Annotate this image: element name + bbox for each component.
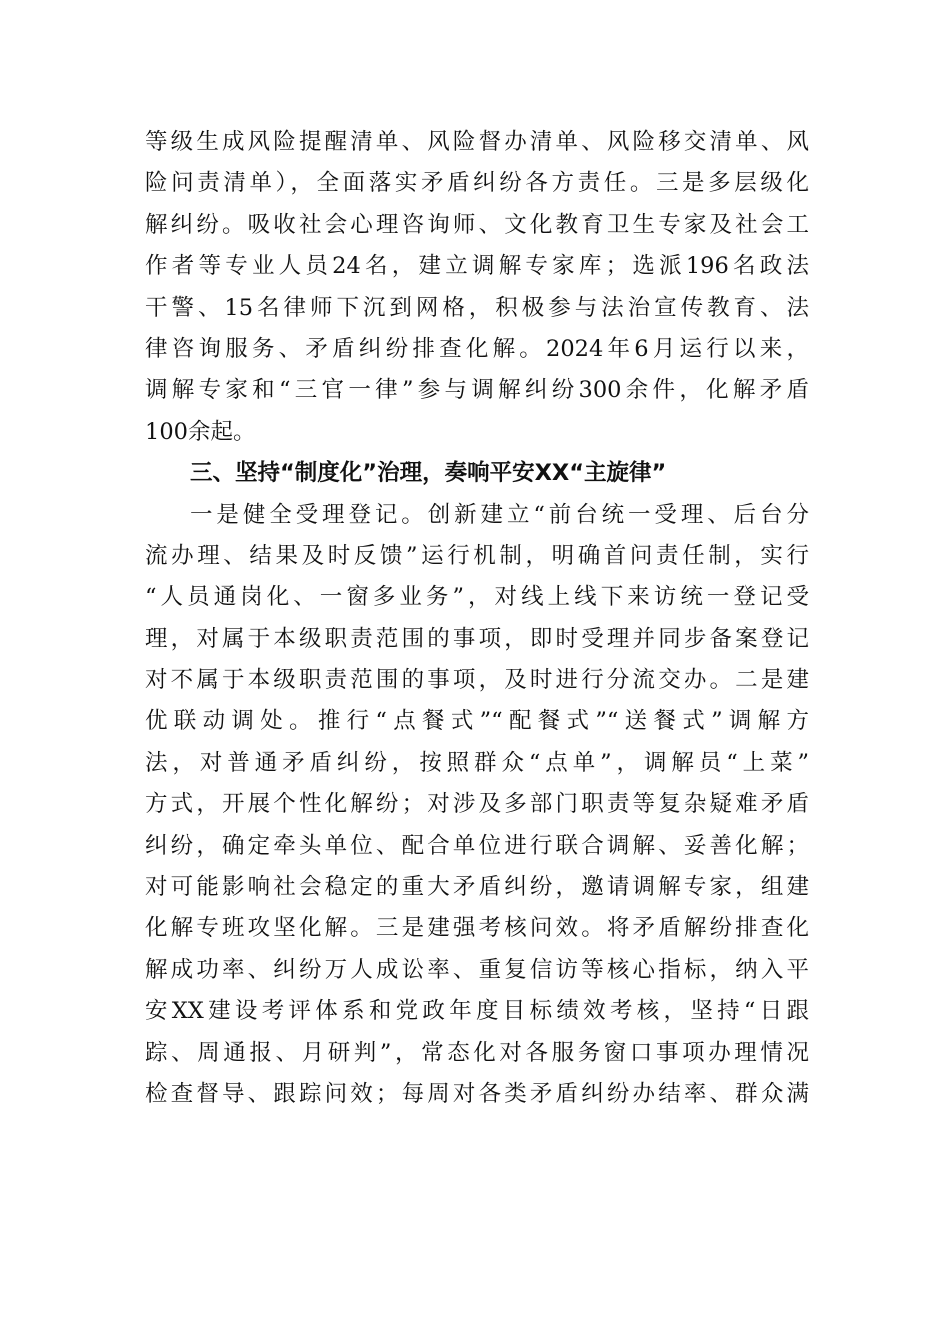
section-paragraph-line: 对可能影响社会稳定的重大矛盾纠纷，邀请调解专家，组建	[145, 874, 809, 901]
section-paragraph-line: 对不属于本级职责范围的事项，及时进行分流交办。二是建	[145, 667, 809, 694]
paragraph-line: 解纠纷。吸收社会心理咨询师、文化教育卫生专家及社会工	[145, 211, 809, 238]
paragraph-line: 干警、15名律师下沉到网格，积极参与法治宣传教育、法	[145, 294, 809, 321]
section-paragraph-line: 优联动调处。推行“点餐式”“配餐式”“送餐式”调解方	[145, 708, 809, 735]
section-paragraph-line: 法，对普通矛盾纠纷，按照群众“点单”，调解员“上菜”	[145, 749, 809, 776]
section-paragraph-line: 流办理、结果及时反馈”运行机制，明确首问责任制，实行	[145, 542, 809, 569]
paragraph-line: 等级生成风险提醒清单、风险督办清单、风险移交清单、风	[145, 129, 809, 155]
paragraph-line: 律咨询服务、矛盾纠纷排查化解。2024年6月运行以来，	[145, 335, 809, 362]
paragraph-line: 险问责清单），全面落实矛盾纠纷各方责任。三是多层级化	[145, 170, 809, 197]
section-paragraph-line: 纠纷，确定牵头单位、配合单位进行联合调解、妥善化解；	[145, 832, 809, 859]
section-heading: 三、坚持“制度化”治理，奏响平安XX“主旋律”	[190, 460, 667, 487]
paragraph-line-last: 100余起。	[145, 418, 256, 445]
body-text	[145, 122, 809, 1115]
paragraph-line: 调解专家和“三官一律”参与调解纠纷300余件，化解矛盾	[145, 377, 809, 404]
section-paragraph-line: “人员通岗化、一窗多业务”，对线上线下来访统一登记受	[145, 584, 809, 611]
paragraph-line: 作者等专业人员24名，建立调解专家库；选派196名政法	[145, 253, 809, 280]
section-paragraph-line: 踪、周通报、月研判”，常态化对各服务窗口事项办理情况	[145, 1039, 809, 1066]
section-paragraph-line: 安XX建设考评体系和党政年度目标绩效考核，坚持“日跟	[145, 998, 809, 1025]
section-paragraph-line: 方式，开展个性化解纷；对涉及多部门职责等复杂疑难矛盾	[145, 791, 809, 818]
section-paragraph-line: 解成功率、纠纷万人成讼率、重复信访等核心指标，纳入平	[145, 956, 809, 983]
section-paragraph-line: 化解专班攻坚化解。三是建强考核问效。将矛盾解纷排查化	[145, 915, 809, 942]
section-paragraph-line: 理，对属于本级职责范围的事项，即时受理并同步备案登记	[145, 625, 809, 652]
section-paragraph-line: 检查督导、跟踪问效；每周对各类矛盾纠纷办结率、群众满	[145, 1080, 809, 1107]
section-paragraph-line: 一是健全受理登记。创新建立“前台统一受理、后台分	[190, 501, 809, 528]
